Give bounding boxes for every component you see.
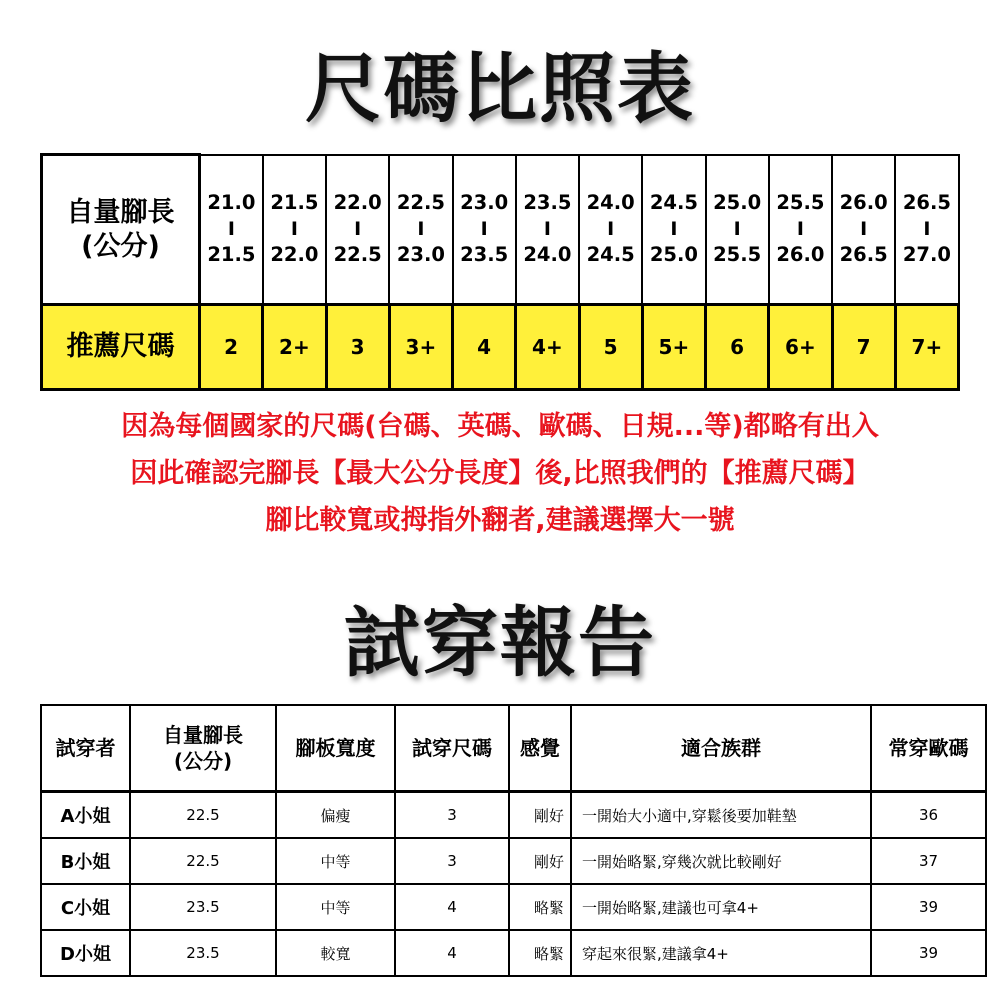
range-separator: I xyxy=(290,218,298,241)
recommend-size-row xyxy=(42,305,959,390)
size-chart-table xyxy=(40,153,960,391)
recommend-size-cell: 7+ xyxy=(895,305,958,390)
recommend-size-cell: 6+ xyxy=(769,305,832,390)
range-to: 23.0 xyxy=(396,243,445,267)
range-to: 23.5 xyxy=(460,243,509,267)
foot-length-header xyxy=(42,155,200,305)
feel-cell: 略緊 xyxy=(509,930,571,976)
recommend-size-cell: 7 xyxy=(832,305,895,390)
recommend-size-cell: 2 xyxy=(200,305,263,390)
suitable-header: 適合族群 xyxy=(571,705,871,792)
foot-length-range-cell xyxy=(706,155,769,305)
foot-length-header xyxy=(130,705,276,792)
recommend-size-cell: 6 xyxy=(706,305,769,390)
foot-length-range-cell xyxy=(895,155,958,305)
note-line: 腳比較寬或拇指外翻者,建議選擇大一號 xyxy=(265,505,735,536)
feel-cell: 剛好 xyxy=(509,792,571,839)
report-row xyxy=(41,792,986,839)
range-to: 24.0 xyxy=(523,243,572,267)
eu-size-cell: 39 xyxy=(871,930,986,976)
trial-size-cell: 4 xyxy=(395,930,509,976)
range-from: 24.5 xyxy=(649,191,698,215)
tester-cell: C小姐 xyxy=(41,884,130,930)
eu-size-cell: 39 xyxy=(871,884,986,930)
trial-size-cell: 3 xyxy=(395,838,509,884)
range-from: 26.5 xyxy=(902,191,951,215)
size-notes xyxy=(0,403,1000,544)
range-separator: I xyxy=(796,218,804,241)
foot-width-cell: 偏瘦 xyxy=(276,792,395,839)
suitable-cell: 一開始略緊,穿幾次就比較剛好 xyxy=(571,838,871,884)
foot-length-cell: 22.5 xyxy=(130,792,276,839)
range-from: 24.0 xyxy=(586,191,635,215)
trial-size-cell: 3 xyxy=(395,792,509,839)
tester-cell: B小姐 xyxy=(41,838,130,884)
foot-length-row xyxy=(42,155,959,305)
range-from: 25.5 xyxy=(776,191,825,215)
foot-length-range-cell xyxy=(389,155,452,305)
range-to: 25.5 xyxy=(713,243,762,267)
note-line: 因此確認完腳長【最大公分長度】後,比照我們的【推薦尺碼】 xyxy=(130,458,870,489)
trial-report-title: 試穿報告 xyxy=(344,598,656,687)
recommend-size-cell: 4 xyxy=(453,305,516,390)
range-from: 25.0 xyxy=(713,191,762,215)
recommend-size-cell: 4+ xyxy=(516,305,579,390)
range-separator: I xyxy=(227,218,235,241)
range-separator: I xyxy=(543,218,551,241)
recommend-size-cell: 2+ xyxy=(263,305,326,390)
foot-width-cell: 較寬 xyxy=(276,930,395,976)
note-line: 因為每個國家的尺碼(台碼、英碼、歐碼、日規...等)都略有出入 xyxy=(121,411,879,442)
eu-size-cell: 36 xyxy=(871,792,986,839)
foot-width-cell: 中等 xyxy=(276,838,395,884)
range-from: 21.0 xyxy=(207,191,256,215)
foot-length-range-cell xyxy=(326,155,389,305)
recommend-size-cell: 5+ xyxy=(642,305,705,390)
range-to: 26.0 xyxy=(776,243,825,267)
suitable-cell: 一開始略緊,建議也可拿4+ xyxy=(571,884,871,930)
foot-length-range-cell xyxy=(579,155,642,305)
feel-cell: 略緊 xyxy=(509,884,571,930)
tester-cell: D小姐 xyxy=(41,930,130,976)
range-from: 23.5 xyxy=(523,191,572,215)
eu-size-header: 常穿歐碼 xyxy=(871,705,986,792)
range-separator: I xyxy=(354,218,362,241)
feel-cell: 剛好 xyxy=(509,838,571,884)
foot-length-label: 自量腳長 xyxy=(66,196,175,228)
range-separator: I xyxy=(607,218,615,241)
report-header-row xyxy=(41,705,986,792)
foot-length-label: 自量腳長 xyxy=(163,723,243,747)
range-from: 26.0 xyxy=(839,191,888,215)
foot-width-cell: 中等 xyxy=(276,884,395,930)
range-separator: I xyxy=(733,218,741,241)
foot-width-header: 腳板寬度 xyxy=(276,705,395,792)
report-row xyxy=(41,930,986,976)
trial-report-table xyxy=(40,704,987,977)
suitable-cell: 一開始大小適中,穿鬆後要加鞋墊 xyxy=(571,792,871,839)
range-to: 22.5 xyxy=(333,243,382,267)
foot-length-range-cell xyxy=(263,155,326,305)
foot-length-cell: 22.5 xyxy=(130,838,276,884)
range-from: 22.5 xyxy=(396,191,445,215)
suitable-cell: 穿起來很緊,建議拿4+ xyxy=(571,930,871,976)
recommend-size-cell: 3+ xyxy=(389,305,452,390)
foot-length-cell: 23.5 xyxy=(130,884,276,930)
foot-length-range-cell xyxy=(642,155,705,305)
foot-length-range-cell xyxy=(516,155,579,305)
range-to: 22.0 xyxy=(270,243,319,267)
range-from: 23.0 xyxy=(460,191,509,215)
range-to: 24.5 xyxy=(586,243,635,267)
trial-size-header: 試穿尺碼 xyxy=(395,705,509,792)
range-from: 22.0 xyxy=(333,191,382,215)
report-row xyxy=(41,884,986,930)
foot-length-range-cell xyxy=(769,155,832,305)
size-chart-title: 尺碼比照表 xyxy=(305,44,695,133)
foot-length-range-cell xyxy=(832,155,895,305)
range-separator: I xyxy=(860,218,868,241)
range-to: 25.0 xyxy=(649,243,698,267)
foot-length-cell: 23.5 xyxy=(130,930,276,976)
report-row xyxy=(41,838,986,884)
range-separator: I xyxy=(670,218,678,241)
foot-length-range-cell xyxy=(453,155,516,305)
range-separator: I xyxy=(417,218,425,241)
eu-size-cell: 37 xyxy=(871,838,986,884)
range-to: 26.5 xyxy=(839,243,888,267)
range-from: 21.5 xyxy=(270,191,319,215)
tester-cell: A小姐 xyxy=(41,792,130,839)
recommend-size-cell: 5 xyxy=(579,305,642,390)
foot-length-range-cell xyxy=(200,155,263,305)
range-to: 27.0 xyxy=(902,243,951,267)
range-separator: I xyxy=(480,218,488,241)
range-to: 21.5 xyxy=(207,243,256,267)
recommend-size-cell: 3 xyxy=(326,305,389,390)
trial-size-cell: 4 xyxy=(395,884,509,930)
tester-header: 試穿者 xyxy=(41,705,130,792)
recommend-size-header: 推薦尺碼 xyxy=(42,305,200,390)
feel-header: 感覺 xyxy=(509,705,571,792)
foot-length-unit: (公分) xyxy=(81,230,160,262)
foot-length-unit: (公分) xyxy=(173,749,233,773)
range-separator: I xyxy=(923,218,931,241)
